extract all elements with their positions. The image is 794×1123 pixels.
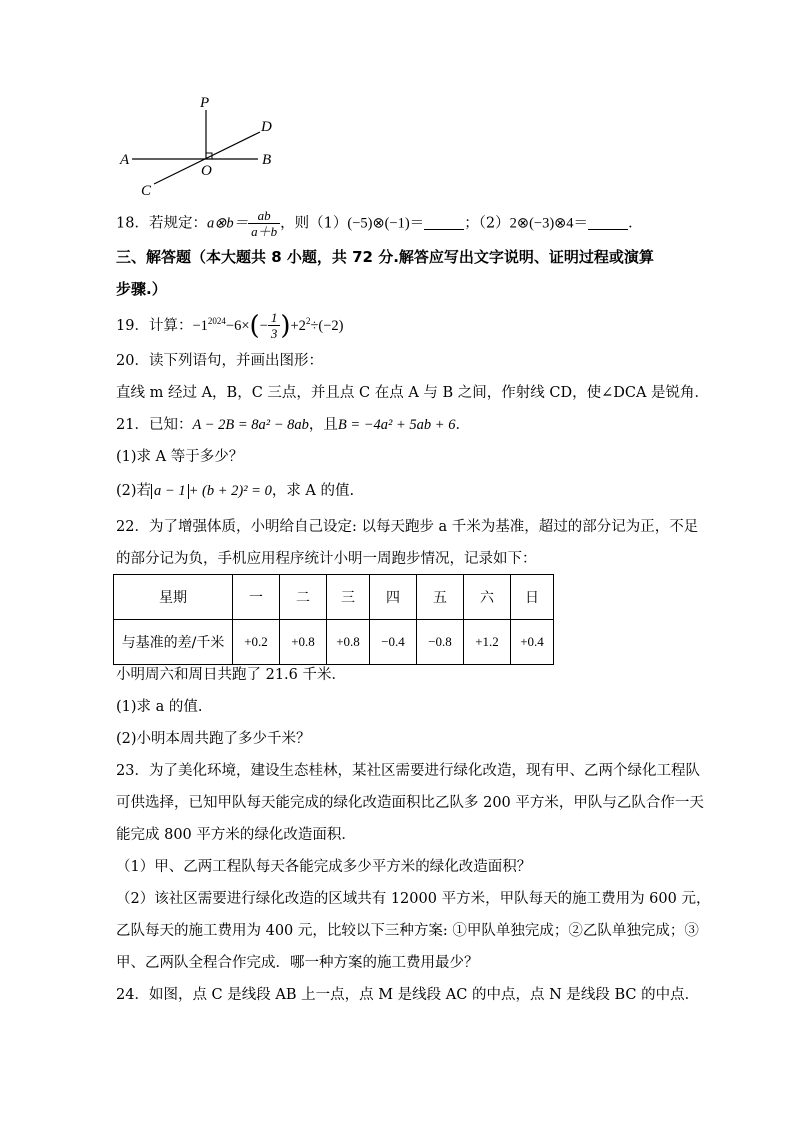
q19-exp2: 2	[305, 316, 311, 326]
question-20-line2: 直线 m 经过 A，B，C 三点，并且点 C 在点 A 与 B 之间，作射线 CD，使∠DCA 是锐角．	[116, 385, 710, 401]
q21-sub2-prefix: (2)若	[116, 483, 152, 499]
question-21-sub2	[116, 480, 354, 502]
q18-def-lhs: a⊗b＝	[206, 215, 249, 232]
table-value-cell: +0.8	[280, 620, 327, 665]
q19-rparen: )	[280, 310, 291, 341]
question-23-sub2-line1: （2）该社区需要进行绿化改造的区域共有 12000 平方米，甲队每天的施工费用为 600 元，	[116, 891, 711, 907]
question-23-sub2-line3: 甲、乙两队全程合作完成．哪一种方案的施工费用最少？	[116, 955, 479, 971]
q18-then: ，则（1）	[280, 215, 348, 232]
section-3-heading-line1: 三、解答题（本大题共 8 小题，共 72 分.解答应写出文字说明、证明过程或演算	[116, 248, 654, 266]
q19-minus: −	[259, 317, 268, 334]
q19-lparen: (	[249, 310, 260, 341]
question-23-line1: 23．为了美化环境，建设生态桂林，某社区需要进行绿化改造，现有甲、乙两个绿化工程队	[116, 763, 700, 779]
table-value-cell: +0.2	[233, 620, 280, 665]
label-C: C	[141, 183, 152, 199]
q18-end: ．	[628, 215, 643, 232]
q18-frac-num: ab	[248, 208, 280, 224]
q18-frac-den: a＋b	[251, 224, 278, 239]
table-day-cell: 四	[370, 575, 417, 620]
q19-frac-num: 1	[268, 310, 281, 326]
q19-prefix: 19．计算：	[116, 317, 193, 334]
label-D: D	[261, 119, 272, 135]
q21-mid: ，且	[308, 417, 338, 433]
table-value-cell: +0.4	[511, 620, 554, 665]
table-day-cell: 二	[280, 575, 327, 620]
q19-part1: −1	[192, 317, 208, 334]
table-day-cell: 六	[464, 575, 511, 620]
question-22-sub1: (1)求 a 的值.	[116, 699, 203, 715]
question-22-line2: 的部分记为负，手机应用程序统计小明一周跑步情况，记录如下：	[116, 551, 537, 567]
question-23-sub2-line2: 乙队每天的施工费用为 400 元，比较以下三种方案: ①甲队单独完成；②乙队单独完成；③	[116, 923, 699, 939]
q21-prefix: 21．已知：	[116, 417, 193, 433]
question-20-line1: 20．读下列语句，并画出图形：	[116, 353, 323, 369]
q21-sub2-end: ，求 A 的值.	[271, 483, 355, 499]
label-A: A	[120, 152, 130, 168]
q18-expr1: (−5)⊗(−1)＝	[347, 215, 425, 232]
question-18	[116, 208, 643, 239]
table-row-label: 与基准的差/千米	[114, 620, 233, 665]
question-23-sub1: （1）甲、乙两工程队每天各能完成多少平方米的绿化改造面积？	[116, 859, 532, 875]
q18-prefix: 18．若规定：	[116, 215, 207, 232]
question-23-line3: 能完成 800 平方米的绿化改造面积．	[116, 827, 356, 843]
q19-exp1: 2024	[207, 316, 226, 326]
table-day-cell: 一	[233, 575, 280, 620]
geometry-figure	[110, 88, 290, 200]
q18-expr2: 2⊗(−3)⊗4＝	[509, 215, 589, 232]
q21-end: ．	[455, 417, 470, 433]
q19-frac-den: 3	[270, 326, 278, 342]
table-value-cell: −0.8	[417, 620, 464, 665]
table-day-cell: 三	[327, 575, 370, 620]
question-22-line1: 22．为了增强体质，小明给自己设定: 以每天跑步 a 千米为基准，超过的部分记为正，不足	[116, 519, 699, 535]
q19-part2: −6×	[225, 317, 250, 334]
section-3-heading-line2: 步骤.）	[116, 280, 167, 298]
question-21	[116, 414, 470, 436]
table-value-row	[114, 620, 554, 665]
q18-blank-1[interactable]	[424, 215, 464, 230]
question-19	[116, 310, 343, 341]
q21-eq2: B = −4a² + 5ab + 6	[337, 417, 456, 433]
question-23-line2: 可供选择，已知甲队每天能完成的绿化改造面积比乙队多 200 平方米，甲队与乙队合作一天	[116, 795, 704, 811]
running-record-table	[113, 574, 554, 665]
label-B: B	[262, 152, 272, 168]
question-22-sub2: (2)小明本周共跑了多少千米？	[116, 731, 311, 747]
table-header-row	[114, 575, 554, 620]
q19-fraction	[268, 310, 281, 341]
table-value-cell: −0.4	[370, 620, 417, 665]
q18-blank-2[interactable]	[588, 215, 628, 230]
q19-part3: +2	[290, 317, 306, 334]
q18-fraction	[248, 208, 280, 239]
question-24-line1: 24．如图，点 C 是线段 AB 上一点，点 M 是线段 AC 的中点，点 N 是线段 BC 的中点．	[116, 987, 700, 1003]
table-value-cell: +1.2	[464, 620, 511, 665]
label-P: P	[200, 95, 210, 111]
label-O: O	[201, 163, 212, 179]
q21-sub2-rest: + (b + 2)² = 0	[188, 483, 272, 499]
table-value-cell: +0.8	[327, 620, 370, 665]
table-day-cell: 日	[511, 575, 554, 620]
q21-sub2-abs: a − 1	[151, 484, 189, 499]
table-header-label: 星期	[114, 575, 233, 620]
q19-part4: ÷(−2)	[310, 317, 344, 334]
q18-sep: ；（2）	[464, 215, 510, 232]
question-21-sub1: (1)求 A 等于多少？	[116, 449, 244, 465]
table-day-cell: 五	[417, 575, 464, 620]
q21-eq1: A − 2B = 8a² − 8ab	[192, 417, 309, 433]
question-22-after: 小明周六和周日共跑了 21.6 千米．	[116, 667, 347, 683]
